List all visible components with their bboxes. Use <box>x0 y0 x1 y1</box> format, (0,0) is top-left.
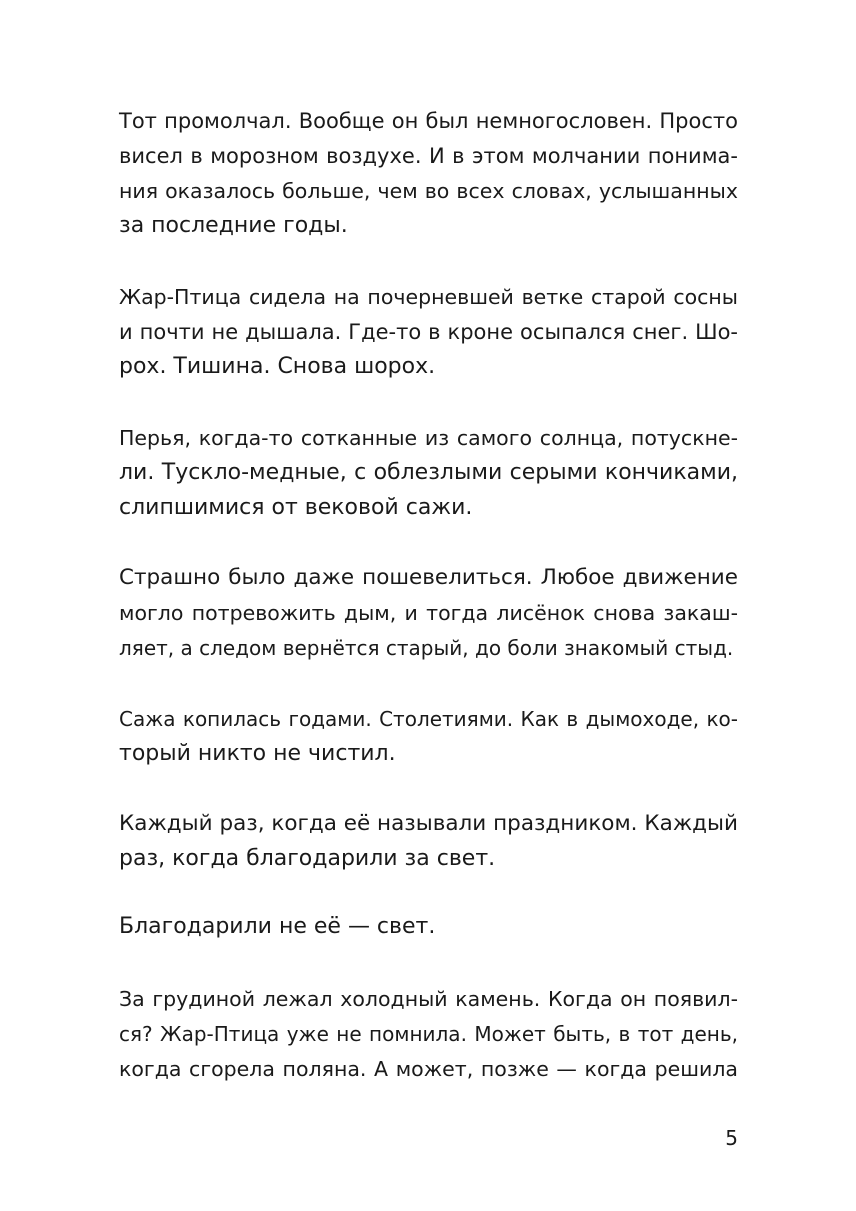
text-line: Жар-Птица сидела на почерневшей ветке старой сосны <box>119 285 738 309</box>
text-line: рох. Тишина. Снова шорох. <box>119 354 436 379</box>
text-line: и почти не дышала. Где-то в кроне осыпался снег. Шо- <box>119 320 738 344</box>
text-line: Благодарили не её — свет. <box>119 914 436 939</box>
text-line: Тот промолчал. Вообще он был немногословен. Просто <box>119 109 738 133</box>
text-line: могло потревожить дым, и тогда лисёнок снова закаш- <box>119 601 738 625</box>
text-line: Страшно было даже пошевелиться. Любое движение <box>119 565 738 590</box>
text-line: торый никто не чистил. <box>119 741 396 766</box>
text-line: за последние годы. <box>119 213 348 238</box>
text-line: Перья, когда-то сотканные из самого солнца, потускне- <box>119 426 738 450</box>
text-line: ли. Тускло-медные, с облезлыми серыми кончиками, <box>119 460 738 485</box>
text-line: раз, когда благодарили за свет. <box>119 846 496 871</box>
text-line: Сажа копилась годами. Столетиями. Как в дымоходе, ко- <box>119 707 738 731</box>
text-line: За грудиной лежал холодный камень. Когда он появил- <box>119 987 738 1011</box>
text-line: ся? Жар-Птица уже не помнила. Может быть, в тот день, <box>119 1022 738 1046</box>
page-number: 5 <box>725 1126 738 1150</box>
text-line: ния оказалось больше, чем во всех словах, услышанных <box>119 179 738 203</box>
text-line: висел в морозном воздухе. И в этом молчании понима- <box>119 144 738 168</box>
text-line: ляет, а следом вернётся старый, до боли знакомый стыд. <box>119 636 734 660</box>
text-line: Каждый раз, когда её называли праздником. Каждый <box>119 811 738 836</box>
text-line: когда сгорела поляна. А может, позже — когда решила <box>119 1057 738 1081</box>
text-line: слипшимися от вековой сажи. <box>119 495 473 520</box>
